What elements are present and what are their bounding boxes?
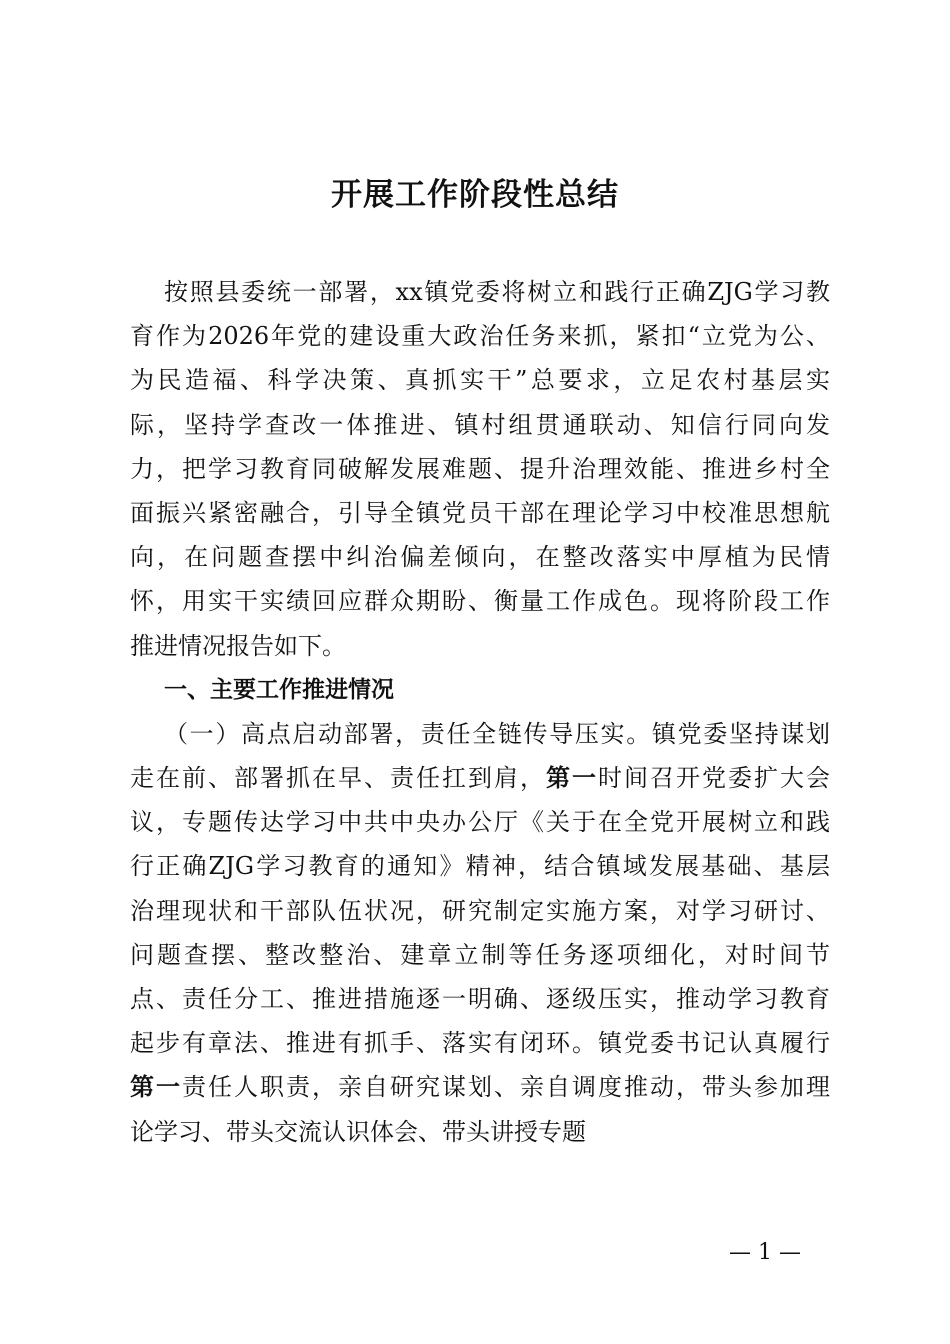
intro-line-5: 力，把学习教育同破解发展难题、提升治理效能、推进乡村全 [130, 454, 830, 483]
document-title: 开展工作阶段性总结 [331, 177, 619, 213]
section1-line-9-emphasis: 第一 [130, 1073, 182, 1102]
section1-line-2 [130, 756, 830, 800]
section1-line-4: 行正确ZJG学习教育的通知》精神，结合镇域发展基础、基层 [130, 852, 830, 881]
section1-line-10: 论学习、带头交流认识体会、带头讲授专题 [130, 1117, 586, 1146]
intro-line-4: 际，坚持学查改一体推进、镇村组贯通联动、知信行同向发 [130, 410, 830, 439]
intro-line-7: 向，在问题查摆中纠治偏差倾向，在整改落实中厚植为民情 [130, 543, 830, 572]
section1-line-3: 议，专题传达学习中共中央办公厅《关于在全党开展树立和践 [130, 808, 830, 837]
section-heading: 一、主要工作推进情况 [164, 676, 394, 703]
section1-line-6: 问题查摆、整改整治、建章立制等任务逐项细化，对时间节 [130, 940, 830, 969]
intro-line-6: 面振兴紧密融合，引导全镇党员干部在理论学习中校准思想航 [130, 498, 830, 527]
intro-line-8: 怀，用实干实绩回应群众期盼、衡量工作成色。现将阶段工作 [130, 587, 830, 616]
page-number: — 1 — [729, 1240, 801, 1265]
section1-line-8: 起步有章法、推进有抓手、落实有闭环。镇党委书记认真履行 [130, 1029, 830, 1058]
intro-line-1: 按照县委统一部署，xx镇党委将树立和践行正确ZJG学习教 [164, 278, 830, 306]
section1-line-2-text-b: 时间召开党委扩大会 [598, 764, 830, 793]
section1-line-5: 治理现状和干部队伍状况，研究制定实施方案，对学习研讨、 [130, 896, 830, 925]
intro-line-9: 推进情况报告如下。 [130, 631, 346, 660]
section1-line-7: 点、责任分工、推进措施逐一明确、逐级压实，推动学习教育 [130, 985, 830, 1013]
section1-line-2-emphasis: 第一 [546, 764, 598, 793]
section1-line-2-text-a: 走在前、部署抓在早、责任扛到肩， [130, 764, 546, 793]
section1-line-9-text: 责任人职责，亲自研究谋划、亲自调度推动，带头参加理 [182, 1073, 830, 1102]
intro-line-3: 为民造福、科学决策、真抓实干”总要求，立足农村基层实 [130, 366, 830, 395]
section1-line-1: （一）高点启动部署，责任全链传导压实。镇党委坚持谋划 [164, 719, 830, 748]
intro-line-2: 育作为2026年党的建设重大政治任务来抓，紧扣“立党为公、 [130, 322, 830, 351]
section1-line-9 [130, 1065, 830, 1109]
document-body [130, 270, 830, 1154]
